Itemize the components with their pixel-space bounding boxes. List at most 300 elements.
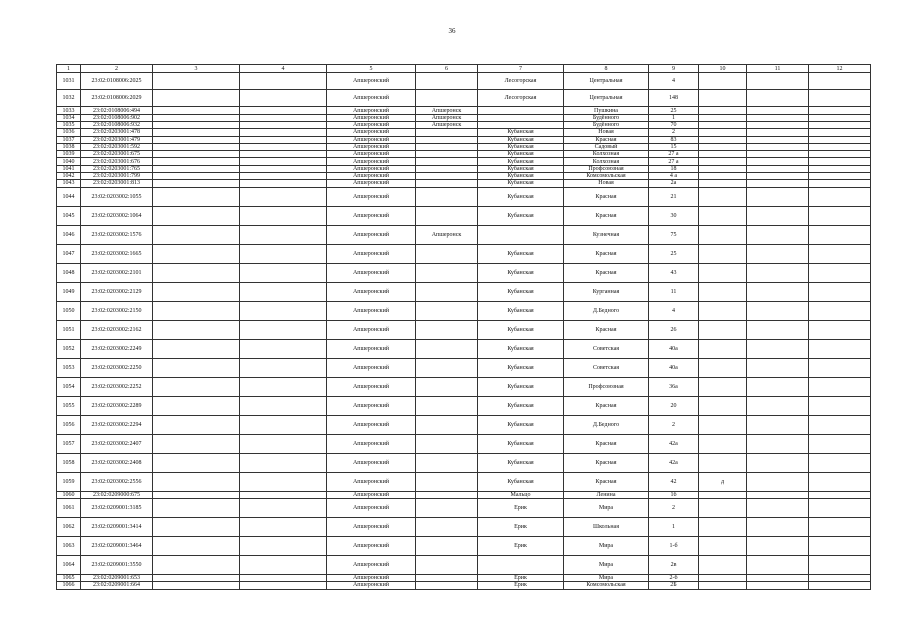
table-cell: Кубанская — [478, 453, 564, 472]
table-cell — [240, 187, 327, 206]
table-cell — [699, 358, 747, 377]
table-cell — [699, 158, 747, 165]
table-cell — [747, 114, 809, 121]
table-cell: Ерик — [478, 498, 564, 517]
table-cell — [153, 472, 240, 491]
table-cell — [416, 73, 478, 90]
table-cell: Красная — [564, 472, 649, 491]
table-cell — [416, 582, 478, 589]
table-cell: Д.Бедного — [564, 301, 649, 320]
table-cell: Апшеронский — [327, 415, 416, 434]
table-cell — [416, 158, 478, 165]
table-cell — [240, 225, 327, 244]
table-cell — [478, 114, 564, 121]
table-cell — [153, 358, 240, 377]
table-cell: Апшеронский — [327, 574, 416, 581]
table-cell: Апшеронский — [327, 107, 416, 114]
table-cell: 75 — [649, 225, 699, 244]
table-cell: 1055 — [57, 396, 81, 415]
table-cell: 23:02:0203002:1576 — [81, 225, 153, 244]
table-row — [57, 73, 871, 90]
column-header: 6 — [416, 65, 478, 73]
table-cell: 23:02:0203002:2408 — [81, 453, 153, 472]
table-cell — [416, 536, 478, 555]
table-cell: 23:02:0108006:932 — [81, 121, 153, 128]
table-cell — [416, 358, 478, 377]
table-row — [57, 263, 871, 282]
table-cell — [240, 158, 327, 165]
table-cell: Кубанская — [478, 151, 564, 158]
table-row — [57, 187, 871, 206]
table-cell: Кубанская — [478, 180, 564, 187]
table-cell — [699, 282, 747, 301]
table-cell — [416, 136, 478, 143]
table-cell — [747, 498, 809, 517]
table-cell: 18 — [649, 165, 699, 172]
table-cell: Новая — [564, 129, 649, 136]
table-cell: Советская — [564, 339, 649, 358]
table-cell: Ленина — [564, 491, 649, 498]
table-cell: 42а — [649, 434, 699, 453]
table-cell: 1051 — [57, 320, 81, 339]
table-cell: 1058 — [57, 453, 81, 472]
table-cell: 1041 — [57, 165, 81, 172]
table-cell — [809, 90, 871, 107]
table-cell — [699, 129, 747, 136]
table-cell — [809, 225, 871, 244]
table-cell — [416, 472, 478, 491]
table-cell — [809, 114, 871, 121]
table-row — [57, 129, 871, 136]
table-cell — [809, 555, 871, 574]
table-cell — [699, 244, 747, 263]
table-cell: Апшеронский — [327, 282, 416, 301]
table-cell — [240, 574, 327, 581]
table-cell — [240, 582, 327, 589]
table-cell: 23:02:0209001:664 — [81, 582, 153, 589]
table-cell — [809, 453, 871, 472]
table-cell — [240, 517, 327, 536]
table-cell — [699, 415, 747, 434]
table-cell — [153, 90, 240, 107]
table-cell: 23:02:0209001:3550 — [81, 555, 153, 574]
table-cell: Апшеронский — [327, 121, 416, 128]
table-cell — [747, 377, 809, 396]
table-cell — [809, 536, 871, 555]
table-cell — [747, 136, 809, 143]
table-row — [57, 225, 871, 244]
table-cell: 83 — [649, 136, 699, 143]
table-cell: 23:02:0108006:2029 — [81, 90, 153, 107]
table-cell: 1044 — [57, 187, 81, 206]
table-cell: Кубанская — [478, 434, 564, 453]
table-cell: Новая — [564, 180, 649, 187]
table-cell — [153, 582, 240, 589]
table-cell — [240, 282, 327, 301]
header-row — [57, 65, 871, 73]
table-cell — [153, 498, 240, 517]
table-cell: Курганная — [564, 282, 649, 301]
table-cell — [153, 107, 240, 114]
table-cell — [809, 434, 871, 453]
table-cell — [153, 173, 240, 180]
table-cell: Будённого — [564, 121, 649, 128]
table-cell — [809, 415, 871, 434]
table-row — [57, 301, 871, 320]
table-cell: Апшеронск — [416, 225, 478, 244]
table-row — [57, 582, 871, 589]
table-cell: 27 а — [649, 158, 699, 165]
table-cell — [416, 574, 478, 581]
table-cell — [747, 415, 809, 434]
table-cell — [699, 555, 747, 574]
table-cell: 42а — [649, 453, 699, 472]
table-cell — [240, 472, 327, 491]
table-cell — [153, 377, 240, 396]
table-cell: 1060 — [57, 491, 81, 498]
table-cell — [240, 73, 327, 90]
table-cell — [699, 263, 747, 282]
table-cell: 21 — [649, 187, 699, 206]
column-header: 8 — [564, 65, 649, 73]
table-cell — [809, 301, 871, 320]
table-cell: Апшеронский — [327, 301, 416, 320]
table-cell — [240, 107, 327, 114]
table-cell: Центральная — [564, 73, 649, 90]
table-cell: Д.Бедного — [564, 415, 649, 434]
table-cell: 4 — [649, 73, 699, 90]
table-cell: 23:02:0209001:653 — [81, 574, 153, 581]
table-cell: Красная — [564, 206, 649, 225]
table-cell: 1036 — [57, 129, 81, 136]
table-cell — [747, 301, 809, 320]
table-cell: Пушкина — [564, 107, 649, 114]
table-cell: Апшеронский — [327, 114, 416, 121]
table-cell — [240, 151, 327, 158]
table-cell: Кузнечная — [564, 225, 649, 244]
table-cell — [699, 90, 747, 107]
table-cell: Апшеронск — [416, 121, 478, 128]
table-cell — [153, 415, 240, 434]
column-header: 7 — [478, 65, 564, 73]
table-cell: 2 — [649, 498, 699, 517]
table-cell — [416, 180, 478, 187]
table-cell: 1037 — [57, 136, 81, 143]
table-cell: Кубанская — [478, 472, 564, 491]
table-cell: Профсоюзная — [564, 165, 649, 172]
table-cell — [240, 206, 327, 225]
table-cell — [153, 555, 240, 574]
table-cell: Кубанская — [478, 143, 564, 150]
table-row — [57, 453, 871, 472]
table-cell: Апшеронский — [327, 396, 416, 415]
table-cell — [153, 491, 240, 498]
table-cell — [240, 358, 327, 377]
table-cell: Ерик — [478, 574, 564, 581]
table-cell: 1033 — [57, 107, 81, 114]
table-cell: 30 — [649, 206, 699, 225]
table-cell — [153, 158, 240, 165]
table-cell: 23:02:0203002:2129 — [81, 282, 153, 301]
table-row — [57, 114, 871, 121]
table-cell: Комсомольская — [564, 173, 649, 180]
table-cell — [809, 158, 871, 165]
table-cell — [240, 136, 327, 143]
table-cell: Апшеронский — [327, 453, 416, 472]
table-cell — [240, 165, 327, 172]
table-cell: 23:02:0209001:3185 — [81, 498, 153, 517]
table-cell — [747, 358, 809, 377]
table-cell: Кубанская — [478, 339, 564, 358]
table-cell: 40а — [649, 339, 699, 358]
table-cell — [747, 107, 809, 114]
table-cell: 23:02:0203002:2556 — [81, 472, 153, 491]
table-cell — [240, 453, 327, 472]
page-number: 36 — [448, 27, 456, 35]
table-row — [57, 517, 871, 536]
table-cell: 23:02:0108006:2025 — [81, 73, 153, 90]
table-cell — [699, 151, 747, 158]
table-cell — [809, 396, 871, 415]
table-cell — [747, 173, 809, 180]
table-cell: 2 — [649, 129, 699, 136]
table-cell — [240, 180, 327, 187]
table-cell: Апшеронский — [327, 339, 416, 358]
table-cell: Кубанская — [478, 165, 564, 172]
table-cell: Кубанская — [478, 136, 564, 143]
table-cell: 23:02:0203001:676 — [81, 158, 153, 165]
table-cell — [416, 187, 478, 206]
table-body — [57, 73, 871, 590]
table-row — [57, 498, 871, 517]
table-cell: Апшеронский — [327, 90, 416, 107]
table-cell — [747, 339, 809, 358]
table-cell — [240, 536, 327, 555]
table-cell: 11 — [649, 282, 699, 301]
table-cell — [153, 396, 240, 415]
table-row — [57, 173, 871, 180]
table-cell: Апшеронский — [327, 582, 416, 589]
table-cell: 20 — [649, 396, 699, 415]
table-cell — [416, 339, 478, 358]
table-cell — [240, 129, 327, 136]
table-cell — [240, 114, 327, 121]
table-row — [57, 107, 871, 114]
table-cell — [153, 453, 240, 472]
table-cell: 4 — [649, 301, 699, 320]
table-cell: Апшеронский — [327, 498, 416, 517]
column-header: 5 — [327, 65, 416, 73]
table-cell: Апшеронский — [327, 143, 416, 150]
table-cell: Апшеронский — [327, 263, 416, 282]
table-cell — [416, 173, 478, 180]
table-cell — [809, 574, 871, 581]
table-cell: Апшеронск — [416, 107, 478, 114]
table-cell: Кубанская — [478, 244, 564, 263]
table-row — [57, 415, 871, 434]
table-cell — [153, 114, 240, 121]
table-row — [57, 90, 871, 107]
table-cell: 1 — [649, 517, 699, 536]
table-cell — [809, 73, 871, 90]
table-cell: 1038 — [57, 143, 81, 150]
table-cell: 1059 — [57, 472, 81, 491]
table-row — [57, 244, 871, 263]
table-row — [57, 136, 871, 143]
table-cell — [153, 129, 240, 136]
table-cell: 1б — [649, 491, 699, 498]
table-cell — [747, 151, 809, 158]
table-cell — [478, 107, 564, 114]
table-cell — [699, 165, 747, 172]
table-cell — [416, 151, 478, 158]
table-cell — [153, 574, 240, 581]
table-cell: Красная — [564, 453, 649, 472]
column-header: 2 — [81, 65, 153, 73]
table-cell: Красная — [564, 320, 649, 339]
table-cell: 23:02:0209001:3414 — [81, 517, 153, 536]
table-cell: 1043 — [57, 180, 81, 187]
table-cell: 1035 — [57, 121, 81, 128]
table-cell: 23:02:0203002:1665 — [81, 244, 153, 263]
table-cell: Красная — [564, 263, 649, 282]
table-cell — [240, 396, 327, 415]
table-cell — [240, 339, 327, 358]
table-cell: 23:02:0203002:1055 — [81, 187, 153, 206]
table-cell — [747, 434, 809, 453]
table-cell — [809, 498, 871, 517]
table-cell — [153, 320, 240, 339]
table-cell: 1032 — [57, 90, 81, 107]
table-cell — [699, 434, 747, 453]
table-cell — [809, 151, 871, 158]
table-cell: 1042 — [57, 173, 81, 180]
table-cell: Кубанская — [478, 158, 564, 165]
table-cell: 42 — [649, 472, 699, 491]
table-cell: Апшеронский — [327, 517, 416, 536]
table-cell — [747, 574, 809, 581]
table-cell: 27 а — [649, 151, 699, 158]
table-cell — [809, 472, 871, 491]
table-cell: Мира — [564, 498, 649, 517]
table-cell — [747, 582, 809, 589]
table-cell — [699, 73, 747, 90]
table-cell: 23:02:0203001:592 — [81, 143, 153, 150]
table-cell: 23:02:0203002:2289 — [81, 396, 153, 415]
table-cell: 23:02:0203002:1064 — [81, 206, 153, 225]
table-cell — [153, 263, 240, 282]
table-cell: 1 — [649, 114, 699, 121]
table-cell — [747, 536, 809, 555]
table-row — [57, 491, 871, 498]
table-cell: 23:02:0203001:675 — [81, 151, 153, 158]
table-cell — [809, 129, 871, 136]
table-cell — [699, 114, 747, 121]
table-cell: Красная — [564, 434, 649, 453]
table-cell — [809, 136, 871, 143]
table-cell: 4 а — [649, 173, 699, 180]
table-cell: 36а — [649, 377, 699, 396]
table-cell — [809, 206, 871, 225]
table-cell — [747, 472, 809, 491]
table-cell — [153, 282, 240, 301]
table-cell — [153, 244, 240, 263]
table-cell: Лесогорская — [478, 90, 564, 107]
table-cell: 1048 — [57, 263, 81, 282]
table-cell — [699, 187, 747, 206]
table-row — [57, 180, 871, 187]
table-cell: 1066 — [57, 582, 81, 589]
table-cell: 23:02:0203002:2162 — [81, 320, 153, 339]
table-cell: Советская — [564, 358, 649, 377]
table-cell: 15 — [649, 143, 699, 150]
table-cell: 1053 — [57, 358, 81, 377]
table-cell — [153, 136, 240, 143]
table-cell — [809, 491, 871, 498]
table-cell: Мальцо — [478, 491, 564, 498]
table-cell — [699, 491, 747, 498]
table-cell: 23:02:0203002:2407 — [81, 434, 153, 453]
table-cell — [809, 377, 871, 396]
table-cell: Будённого — [564, 114, 649, 121]
table-cell: Апшеронский — [327, 206, 416, 225]
table-cell: 23:02:0203001:813 — [81, 180, 153, 187]
table-cell: Ерик — [478, 517, 564, 536]
table-cell — [747, 143, 809, 150]
table-cell: 23:02:0203002:2252 — [81, 377, 153, 396]
table-cell: 1049 — [57, 282, 81, 301]
table-cell: 23:02:0203001:478 — [81, 129, 153, 136]
table-row — [57, 377, 871, 396]
table-cell — [809, 244, 871, 263]
table-cell: Кубанская — [478, 358, 564, 377]
table-cell — [699, 377, 747, 396]
column-header: 10 — [699, 65, 747, 73]
table-cell: Апшеронский — [327, 151, 416, 158]
table-cell — [747, 517, 809, 536]
table-cell — [747, 282, 809, 301]
table-cell: 23:02:0108006:494 — [81, 107, 153, 114]
table-cell: 40а — [649, 358, 699, 377]
table-row — [57, 151, 871, 158]
column-header: 1 — [57, 65, 81, 73]
table-cell — [699, 143, 747, 150]
table-cell — [416, 244, 478, 263]
table-cell — [699, 574, 747, 581]
table-cell: Апшеронский — [327, 73, 416, 90]
table-cell: 1050 — [57, 301, 81, 320]
table-cell: 1039 — [57, 151, 81, 158]
table-cell — [153, 143, 240, 150]
table-cell — [699, 301, 747, 320]
table-cell: Апшеронский — [327, 377, 416, 396]
table-row — [57, 158, 871, 165]
table-cell: Апшеронский — [327, 158, 416, 165]
table-cell — [699, 107, 747, 114]
table-cell — [699, 536, 747, 555]
table-cell — [153, 517, 240, 536]
table-cell — [747, 396, 809, 415]
table-cell — [416, 263, 478, 282]
table-cell — [699, 206, 747, 225]
table-cell — [153, 225, 240, 244]
table-cell: 23:02:0203002:2250 — [81, 358, 153, 377]
table-cell: 1056 — [57, 415, 81, 434]
table-cell: Колхозная — [564, 151, 649, 158]
table-cell — [153, 121, 240, 128]
table-cell: 1047 — [57, 244, 81, 263]
table-cell: Апшеронский — [327, 173, 416, 180]
